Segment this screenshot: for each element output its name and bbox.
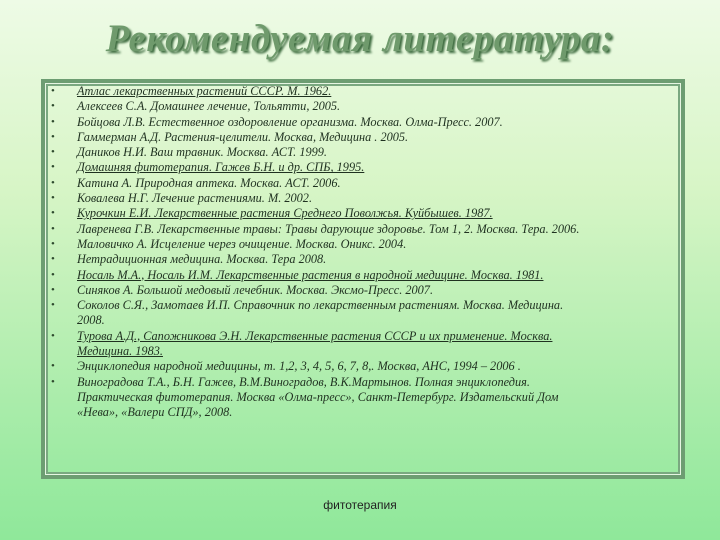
bullet-icon: • <box>51 329 55 342</box>
literature-item <box>51 268 673 283</box>
literature-item <box>51 237 673 252</box>
literature-item-text: Бойцова Л.В. Естественное оздоровление организма. Москва. Олма-Пресс. 2007. <box>77 114 503 129</box>
bullet-icon: • <box>51 115 55 128</box>
literature-item <box>51 115 673 130</box>
bullet-icon: • <box>51 161 55 174</box>
literature-item-text: Турова А.Д., Сапожникова Э.Н. Лекарственные растения СССР и их применение. Москва. Медицина. 1983. <box>77 328 553 359</box>
bullet-icon: • <box>51 299 55 312</box>
literature-item-text: Домашняя фитотерапия. Гажев Б.Н. и др. СПБ, 1995. <box>77 160 365 175</box>
literature-item <box>51 176 673 191</box>
literature-item-text: Гаммерман А.Д. Растения-целители. Москва, Медицина . 2005. <box>77 129 409 144</box>
bullet-icon: • <box>51 253 55 266</box>
literature-item-text: Курочкин Е.И. Лекарственные растения Среднего Поволжья. Куйбышев. 1987. <box>77 206 493 221</box>
literature-list <box>51 84 673 421</box>
literature-item <box>51 99 673 114</box>
bullet-icon: • <box>51 360 55 373</box>
literature-item <box>51 206 673 221</box>
literature-item-text: Нетрадиционная медицина. Москва. Тера 2008. <box>77 252 327 267</box>
literature-item-text: Катина А. Природная аптека. Москва. АСТ. 2006. <box>77 175 341 190</box>
literature-item-text: Лавренева Г.В. Лекарственные травы: Травы дарующие здоровье. Том 1, 2. Москва. Тера. 2006. <box>77 221 580 236</box>
bullet-icon: • <box>51 222 55 235</box>
literature-item <box>51 160 673 175</box>
bullet-icon: • <box>51 375 55 388</box>
literature-item <box>51 298 673 329</box>
literature-item-text: Энциклопедия народной медицины, т. 1,2, 3, 4, 5, 6, 7, 8,. Москва, АНС, 1994 – 2006 . <box>77 359 521 374</box>
literature-item <box>51 329 673 360</box>
literature-item-text: Виноградова Т.А., Б.Н. Гажев, В.М.Виноградов, В.К.Мартынов. Полная энциклопедия. Практическая фитотерапия. Москва «Олма-пресс», Санкт-Петербург. Издательский Дом «Нева», «Валери СПД», 2008. <box>77 374 559 420</box>
literature-item-text: Синяков А. Большой медовый лечебник. Москва. Эксмо-Пресс. 2007. <box>77 282 434 297</box>
slide-footer: фитотерапия <box>323 498 397 512</box>
bullet-icon: • <box>51 85 55 97</box>
literature-item-text: Атлас лекарственных растений СССР. М. 1962. <box>77 84 332 98</box>
literature-item <box>51 222 673 237</box>
literature-item-text: Алексеев С.А. Домашнее лечение, Тольятти, 2005. <box>77 99 341 114</box>
literature-item <box>51 283 673 298</box>
literature-item <box>51 252 673 267</box>
bullet-icon: • <box>51 130 55 143</box>
literature-item-text: Даников Н.И. Ваш травник. Москва. АСТ. 1999. <box>77 145 327 160</box>
bullet-icon: • <box>51 268 55 281</box>
literature-item-text: Ковалева Н.Г. Лечение растениями. М. 2002. <box>77 191 313 206</box>
slide-title: Рекомендуемая литература: <box>105 17 615 60</box>
bullet-icon: • <box>51 100 55 113</box>
literature-item-text: Соколов С.Я., Замотаев И.П. Справочник по лекарственным растениям. Москва. Медицина. 2008. <box>77 298 564 328</box>
literature-item <box>51 359 673 374</box>
literature-item <box>51 375 673 421</box>
literature-item-text: Носаль М.А., Носаль И.М. Лекарственные растения в народной медицине. Москва. 1981. <box>77 267 544 282</box>
bullet-icon: • <box>51 207 55 220</box>
literature-item <box>51 130 673 145</box>
literature-item <box>51 145 673 160</box>
literature-item <box>51 84 673 99</box>
bullet-icon: • <box>51 283 55 296</box>
literature-item <box>51 191 673 206</box>
literature-item-text: Маловичко А. Исцеление через очищение. Москва. Оникс. 2004. <box>77 236 407 251</box>
bullet-icon: • <box>51 237 55 250</box>
bullet-icon: • <box>51 176 55 189</box>
bullet-icon: • <box>51 192 55 205</box>
bullet-icon: • <box>51 146 55 159</box>
